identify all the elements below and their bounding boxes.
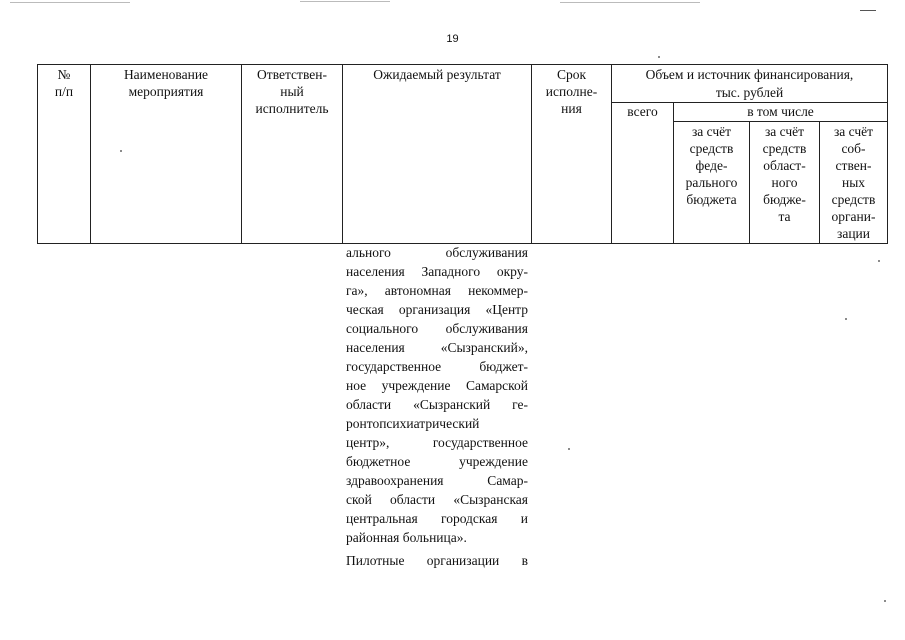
header-regional: за счёт средств област- ного бюдже- та [762, 124, 807, 224]
text-line: ческая организация «Центр [346, 302, 528, 317]
text-line: населения Западного окру- [346, 264, 528, 279]
text-line: области «Сызранский ге- [346, 397, 528, 412]
header-name: Наименование мероприятия [123, 67, 209, 99]
text-line: центральная городская и [346, 511, 528, 526]
header-num: № п/п [54, 67, 74, 99]
scan-speck [878, 260, 880, 262]
scan-speck [658, 56, 660, 58]
text-line: центр», государственное [346, 435, 528, 450]
table-right-border [887, 64, 888, 244]
scan-speck [120, 150, 122, 152]
header-responsible: Ответствен- ный исполнитель [255, 67, 329, 116]
text-line: социального обслуживания [346, 321, 528, 336]
page-number: 19 [446, 33, 459, 45]
text-line: государственное бюджет- [346, 359, 528, 374]
scan-mark [860, 10, 876, 11]
header-own: за счёт соб- ствен- ных средств органи- зации [831, 124, 876, 241]
scan-mark [560, 2, 700, 3]
text-line: ской области «Сызранская [346, 492, 528, 507]
scan-speck [845, 318, 847, 320]
text-line: районная больница». [346, 530, 467, 545]
scan-mark [300, 1, 390, 2]
text-line: ального обслуживания [346, 245, 528, 260]
text-line: Пилотные организации в [346, 553, 528, 568]
scan-speck [884, 600, 886, 602]
scan-mark [10, 2, 130, 3]
text-line: населения «Сызранский», [346, 340, 528, 355]
text-line: ное учреждение Самарской [346, 378, 528, 393]
subcolumns-divider [673, 121, 888, 122]
header-financing: Объем и источник финансирования, тыс. рублей [645, 67, 854, 100]
table-top-border [37, 64, 888, 65]
text-line: га», автономная некоммер- [346, 283, 528, 298]
text-line: бюджетное учреждение [346, 454, 528, 469]
header-result: Ожидаемый результат [373, 67, 501, 82]
col-divider-3 [342, 64, 343, 244]
header-including: в том числе [747, 104, 814, 119]
expected-result-text [346, 243, 528, 570]
header-total: всего [627, 104, 658, 119]
header-federal: за счёт средств феде- рального бюджета [685, 124, 738, 207]
text-line: ронтопсихиатрический [346, 416, 480, 431]
scan-speck [568, 448, 570, 450]
header-deadline: Срок исполне- ния [545, 67, 598, 116]
text-line: здравоохранения Самар- [346, 473, 528, 488]
